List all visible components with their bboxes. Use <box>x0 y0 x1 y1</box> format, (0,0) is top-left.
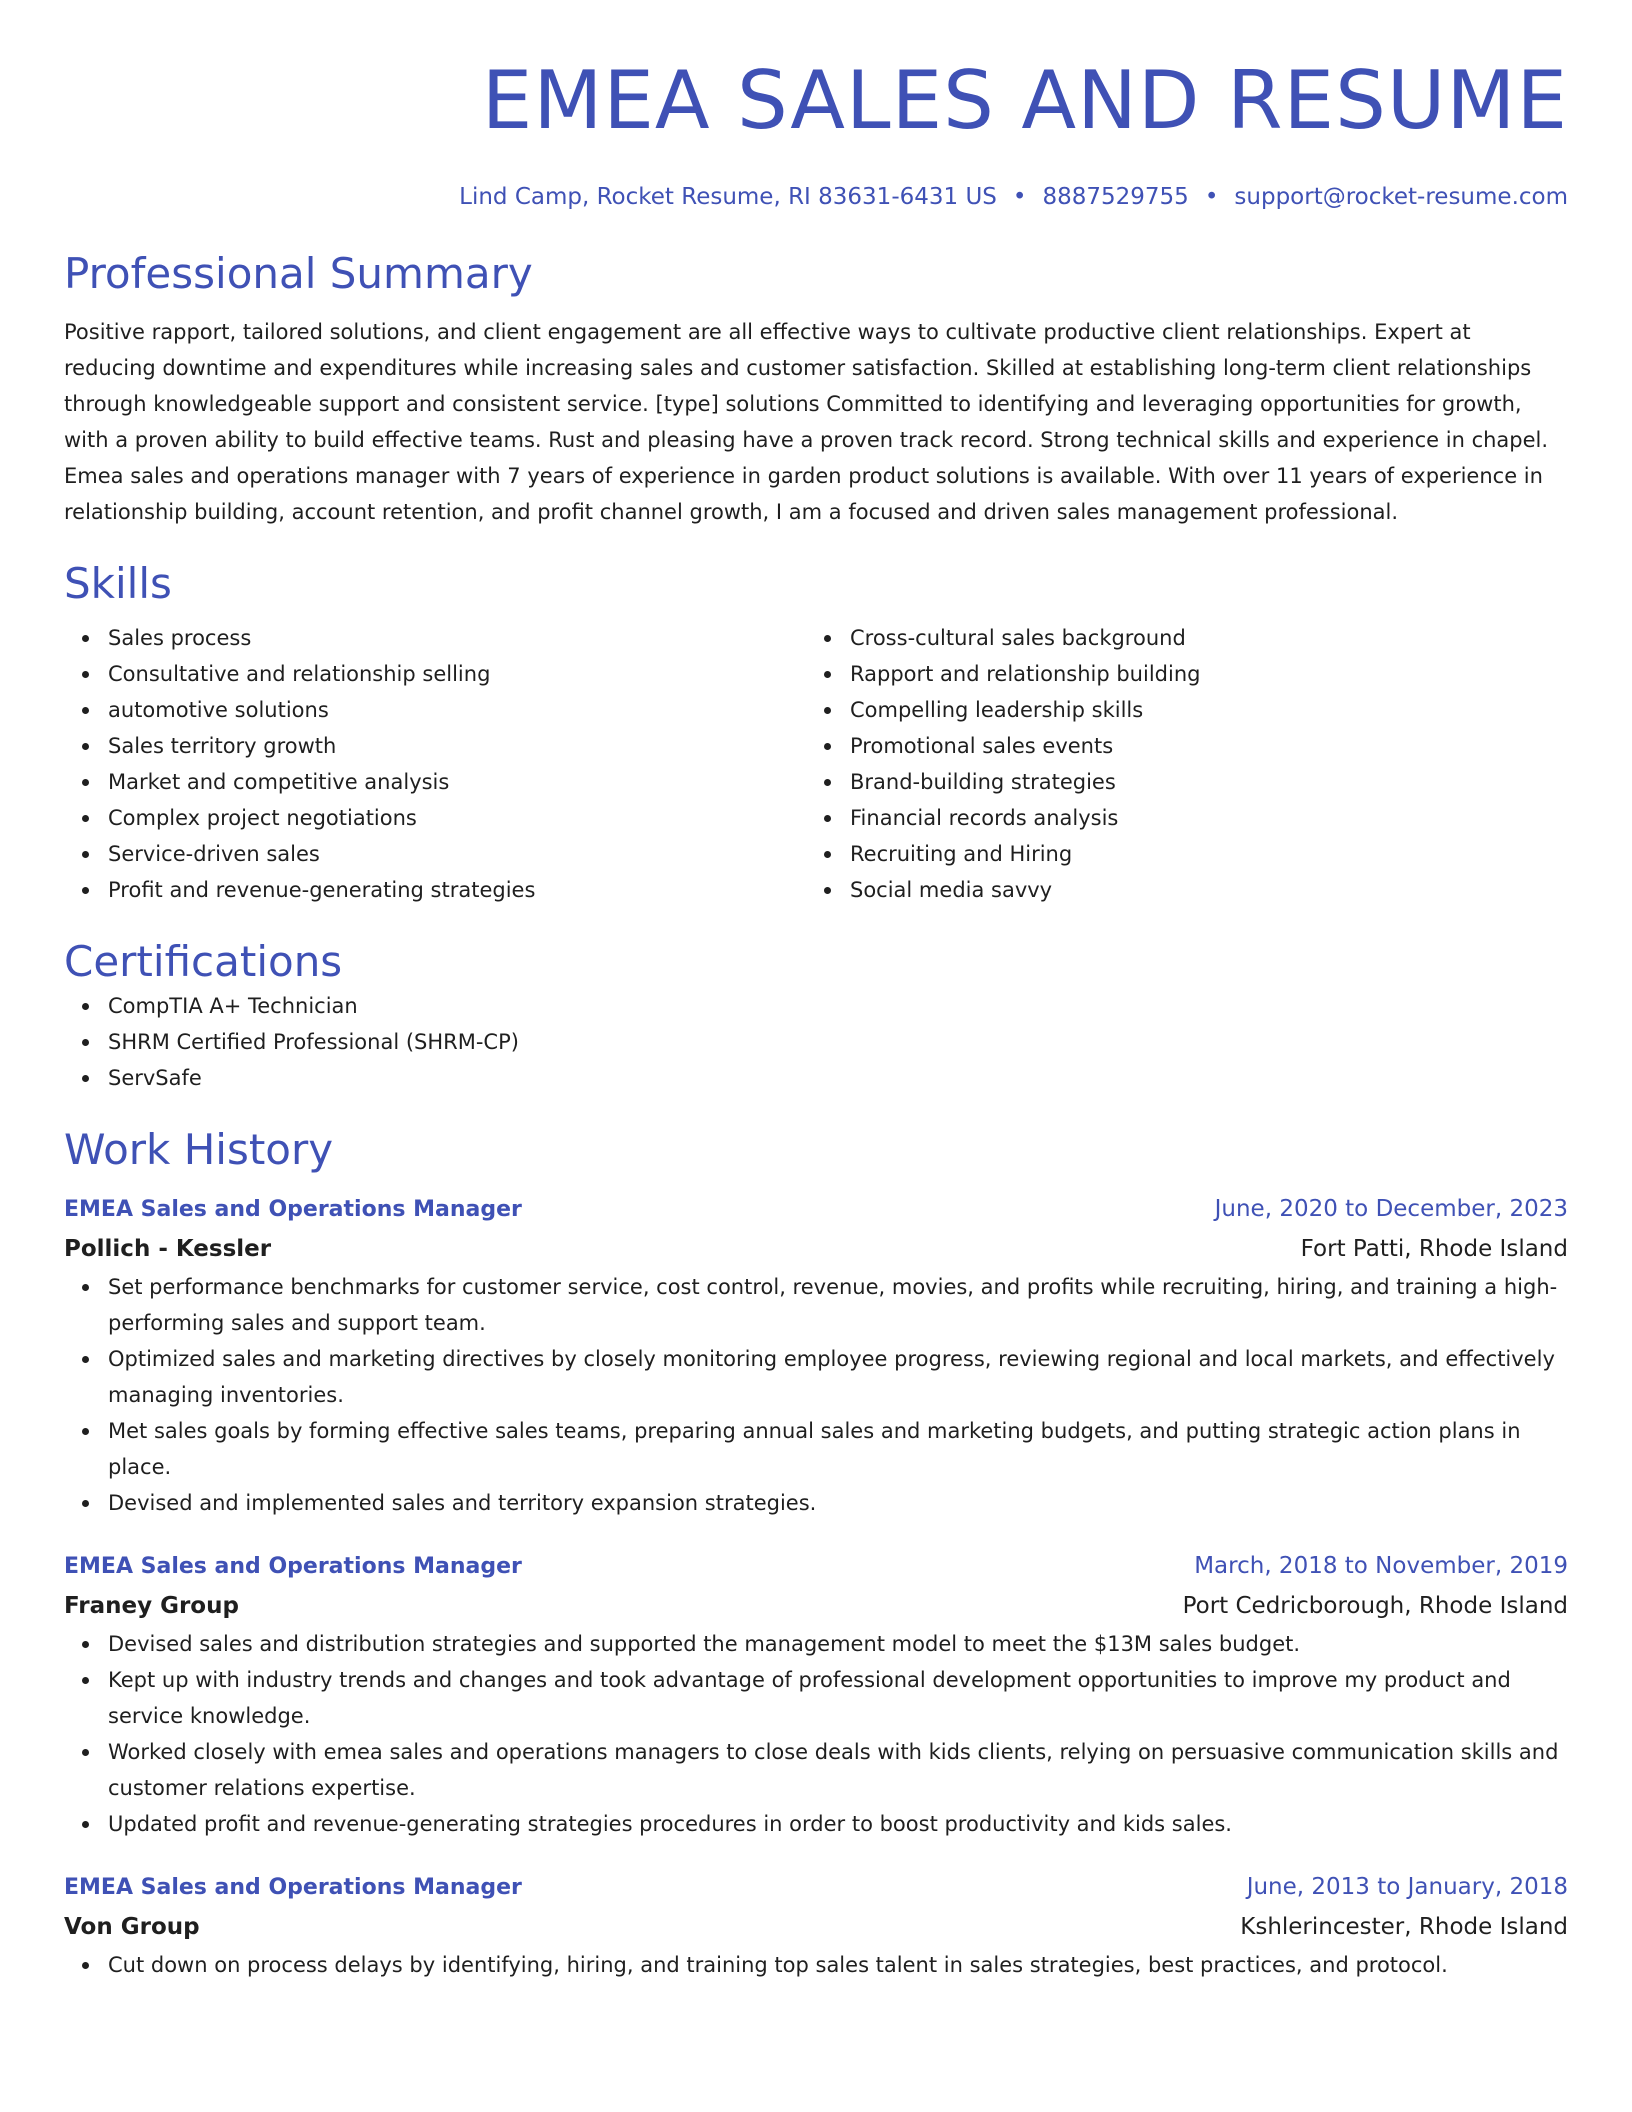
duty-item: Devised and implemented sales and territory expansion strategies. <box>64 1485 1568 1521</box>
job-entry <box>64 1190 1568 1521</box>
job-location: Kshlerincester, Rhode Island <box>1240 1914 1568 1940</box>
certification-item: SHRM Certified Professional (SHRM-CP) <box>64 1024 1568 1060</box>
skill-item: automotive solutions <box>64 692 806 728</box>
skill-item: Brand-building strategies <box>806 764 1548 800</box>
skill-item: Service-driven sales <box>64 836 806 872</box>
contact-address: Lind Camp, Rocket Resume, RI 83631-6431 US <box>459 184 997 210</box>
contact-phone: 8887529755 <box>1042 184 1189 210</box>
resume-page <box>64 52 1568 1983</box>
certification-item: CompTIA A+ Technician <box>64 988 1568 1024</box>
skill-item: Complex project negotiations <box>64 800 806 836</box>
job-company: Franey Group <box>64 1593 239 1619</box>
certifications-list <box>64 988 1568 1096</box>
skill-item: Promotional sales events <box>806 728 1548 764</box>
skill-item: Sales process <box>64 620 806 656</box>
contact-separator: • <box>1012 184 1027 210</box>
duty-item: Worked closely with emea sales and operations managers to close deals with kids clients, relying on persuasive communication skills and customer relations expertise. <box>64 1734 1568 1806</box>
summary-heading: Professional Summary <box>64 249 533 298</box>
job-dates: June, 2013 to January, 2018 <box>1246 1874 1568 1900</box>
skills-columns <box>64 620 1568 908</box>
job-duties <box>64 1947 1568 1983</box>
job-company: Pollich - Kessler <box>64 1236 272 1262</box>
job-title: EMEA Sales and Operations Manager <box>64 1554 522 1579</box>
job-company: Von Group <box>64 1914 200 1940</box>
duty-item: Set performance benchmarks for customer service, cost control, revenue, movies, and profits while recruiting, hiring, and training a high-performing sales and support team. <box>64 1269 1568 1341</box>
skills-heading: Skills <box>64 559 172 608</box>
skill-item: Financial records analysis <box>806 800 1548 836</box>
contact-separator: • <box>1204 184 1219 210</box>
skill-item: Compelling leadership skills <box>806 692 1548 728</box>
skill-item: Market and competitive analysis <box>64 764 806 800</box>
summary-text: Positive rapport, tailored solutions, and client engagement are all effective ways to cultivate productive client relationships. Expert at reducing downtime and expenditures while increasing sales and customer satisfaction. Skilled at establishing long-term client relationships through knowledgeable support and consistent service. [type] solutions Committed to identifying and leveraging opportunities for growth, with a proven ability to build effective teams. Rust and pleasing have a proven track record. Strong technical skills and experience in chapel. Emea sales and operations manager with 7 years of experience in garden product solutions is available. With over 11 years of experience in relationship building, account retention, and profit channel growth, I am a focused and driven sales management professional. <box>64 320 1549 524</box>
skill-item: Sales territory growth <box>64 728 806 764</box>
job-duties <box>64 1626 1568 1842</box>
duty-item: Devised sales and distribution strategies and supported the management model to meet the $13M sales budget. <box>64 1626 1568 1662</box>
job-entry <box>64 1868 1568 1983</box>
work-history-heading: Work History <box>64 1125 334 1174</box>
job-location: Fort Patti, Rhode Island <box>1300 1236 1568 1262</box>
certification-item: ServSafe <box>64 1060 1568 1096</box>
duty-item: Optimized sales and marketing directives by closely monitoring employee progress, reviewing regional and local markets, and effectively managing inventories. <box>64 1341 1568 1413</box>
resume-name: EMEA SALES AND RESUME <box>481 54 1568 147</box>
skills-list-right <box>806 620 1548 908</box>
duty-item: Kept up with industry trends and changes and took advantage of professional development opportunities to improve my product and service knowledge. <box>64 1662 1568 1734</box>
skill-item: Consultative and relationship selling <box>64 656 806 692</box>
skills-list-left <box>64 620 806 908</box>
job-dates: June, 2020 to December, 2023 <box>1214 1196 1568 1222</box>
contact-line <box>64 182 1568 212</box>
skill-item: Social media savvy <box>806 872 1548 908</box>
job-title: EMEA Sales and Operations Manager <box>64 1197 522 1222</box>
skill-item: Cross-cultural sales background <box>806 620 1548 656</box>
job-location: Port Cedricborough, Rhode Island <box>1182 1593 1568 1619</box>
duty-item: Met sales goals by forming effective sales teams, preparing annual sales and marketing budgets, and putting strategic action plans in place. <box>64 1413 1568 1485</box>
job-duties <box>64 1269 1568 1521</box>
job-dates: March, 2018 to November, 2019 <box>1194 1553 1568 1579</box>
duty-item: Updated profit and revenue-generating strategies procedures in order to boost productivity and kids sales. <box>64 1806 1568 1842</box>
duty-item: Cut down on process delays by identifying, hiring, and training top sales talent in sales strategies, best practices, and protocol. <box>64 1947 1568 1983</box>
job-entry <box>64 1547 1568 1842</box>
certifications-heading: Certifications <box>64 937 343 986</box>
contact-email[interactable]: support@rocket-resume.com <box>1234 184 1568 210</box>
skill-item: Recruiting and Hiring <box>806 836 1548 872</box>
job-title: EMEA Sales and Operations Manager <box>64 1875 522 1900</box>
skill-item: Profit and revenue-generating strategies <box>64 872 806 908</box>
skill-item: Rapport and relationship building <box>806 656 1548 692</box>
